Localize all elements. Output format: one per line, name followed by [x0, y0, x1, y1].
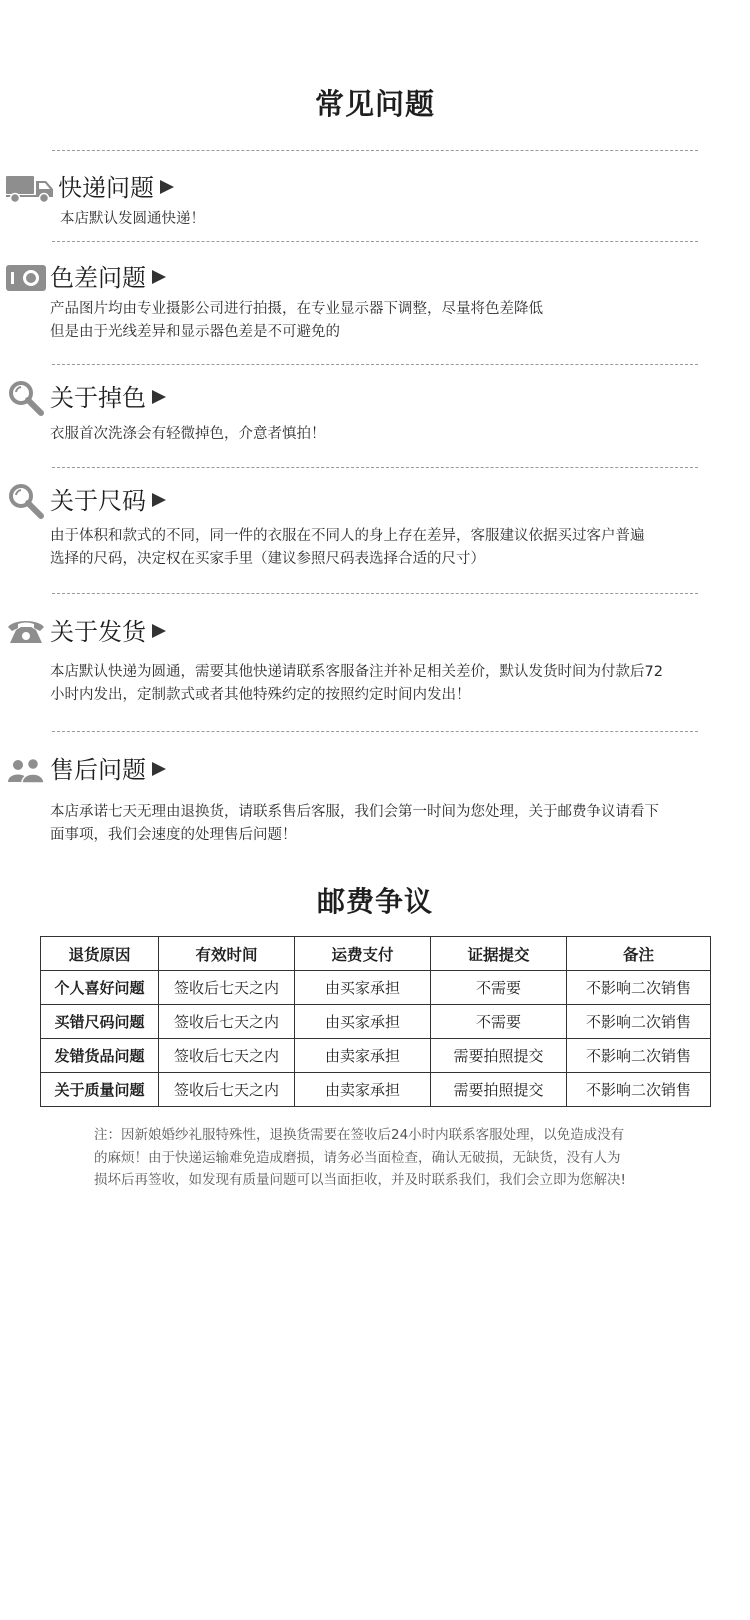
table-cell: 签收后七天之内: [159, 1005, 295, 1039]
table-header-row: [41, 937, 711, 971]
header-cell: 证据提交: [431, 937, 567, 971]
triangle-right-icon: [152, 493, 166, 507]
body-line: 产品图片均由专业摄影公司进行拍摄，在专业显示器下调整，尽量将色差降低: [50, 301, 543, 317]
faq-section-delivery: [0, 614, 750, 703]
divider: [52, 593, 698, 594]
table-cell: 由买家承担: [295, 971, 431, 1005]
users-icon: [8, 758, 44, 788]
divider: [52, 467, 698, 468]
truck-icon: [6, 174, 54, 208]
magnifier-icon: [8, 483, 44, 523]
body-line: 但是由于光线差异和显示器色差是不可避免的: [50, 324, 340, 340]
table-cell: 需要拍照提交: [431, 1039, 567, 1073]
table-row: [41, 971, 711, 1005]
table-row: [41, 1073, 711, 1107]
header-cell: 有效时间: [159, 937, 295, 971]
table-cell: 由卖家承担: [295, 1039, 431, 1073]
faq-section-color-difference: [0, 260, 750, 340]
table-cell: 关于质量问题: [41, 1073, 159, 1107]
section-body: [50, 661, 663, 707]
header-cell: 运费支付: [295, 937, 431, 971]
table-cell: 需要拍照提交: [431, 1073, 567, 1107]
table-cell: 不影响二次销售: [567, 1005, 711, 1039]
note-line: 注：因新娘婚纱礼服特殊性，退换货需要在签收后24小时内联系客服处理，以免造成没有: [94, 1127, 625, 1143]
section-body: [50, 298, 543, 344]
table-cell: 买错尺码问题: [41, 1005, 159, 1039]
body-line: 选择的尺码，决定权在买家手里（建议参照尺码表选择合适的尺寸）: [50, 551, 485, 567]
postage-table: [40, 936, 711, 1107]
table-cell: 不需要: [431, 971, 567, 1005]
section-title: 售后问题: [50, 754, 166, 786]
triangle-right-icon: [152, 762, 166, 776]
section-title: 关于发货: [50, 616, 166, 648]
section-body: [50, 525, 645, 571]
telephone-icon: [6, 618, 46, 650]
section-title: 色差问题: [50, 262, 166, 294]
faq-section-fading: [0, 380, 750, 442]
table-cell: 签收后七天之内: [159, 1073, 295, 1107]
table-cell: 不影响二次销售: [567, 1073, 711, 1107]
table-cell: 签收后七天之内: [159, 971, 295, 1005]
header-cell: 备注: [567, 937, 711, 971]
note-line: 损坏后再签收，如发现有质量问题可以当面拒收，并及时联系我们，我们会立即为您解决!: [94, 1172, 626, 1188]
section-title: 关于掉色: [50, 382, 166, 414]
triangle-right-icon: [152, 270, 166, 284]
divider: [52, 364, 698, 365]
table-cell: 由买家承担: [295, 1005, 431, 1039]
table-cell: 不需要: [431, 1005, 567, 1039]
section-body: [50, 423, 326, 446]
page-title: 常见问题: [314, 87, 435, 121]
triangle-right-icon: [160, 180, 174, 194]
postage-dispute-title: 邮费争议: [316, 885, 433, 918]
divider: [52, 150, 698, 151]
header-cell: 退货原因: [41, 937, 159, 971]
triangle-right-icon: [152, 390, 166, 404]
body-line: 本店承诺七天无理由退换货，请联系售后客服，我们会第一时间为您处理，关于邮费争议请看下: [50, 804, 659, 820]
section-title: 关于尺码: [50, 485, 166, 517]
table-cell: 个人喜好问题: [41, 971, 159, 1005]
faq-section-shipping: [0, 170, 750, 227]
section-body: [60, 208, 205, 231]
magnifier-icon: [8, 380, 44, 420]
note-line: 的麻烦！由于快递运输难免造成磨损，请务必当面检查，确认无破损，无缺货，没有人为: [94, 1149, 621, 1166]
table-cell: 由卖家承担: [295, 1073, 431, 1107]
section-title: 快递问题: [58, 172, 174, 204]
camera-icon: [6, 265, 46, 295]
table-cell: 不影响二次销售: [567, 1039, 711, 1073]
body-line: 由于体积和款式的不同，同一件的衣服在不同人的身上存在差异，客服建议依据买过客户普遍: [50, 528, 645, 544]
body-line: 本店默认发圆通快递！: [60, 211, 205, 227]
divider: [52, 731, 698, 732]
faq-section-size: [0, 483, 750, 567]
divider: [52, 241, 698, 242]
postage-note: [94, 1124, 694, 1192]
faq-section-after-sales: [0, 752, 750, 843]
table-cell: 不影响二次销售: [567, 971, 711, 1005]
body-line: 面事项，我们会速度的处理售后问题！: [50, 827, 297, 843]
table-row: [41, 1039, 711, 1073]
body-line: 本店默认快递为圆通，需要其他快递请联系客服备注并补足相关差价，默认发货时间为付款后72: [50, 664, 663, 680]
body-line: 衣服首次洗涤会有轻微掉色，介意者慎拍！: [50, 426, 326, 442]
body-line: 小时内发出，定制款式或者其他特殊约定的按照约定时间内发出！: [50, 687, 471, 703]
triangle-right-icon: [152, 624, 166, 638]
table-cell: 签收后七天之内: [159, 1039, 295, 1073]
section-body: [50, 801, 659, 847]
table-row: [41, 1005, 711, 1039]
table-cell: 发错货品问题: [41, 1039, 159, 1073]
